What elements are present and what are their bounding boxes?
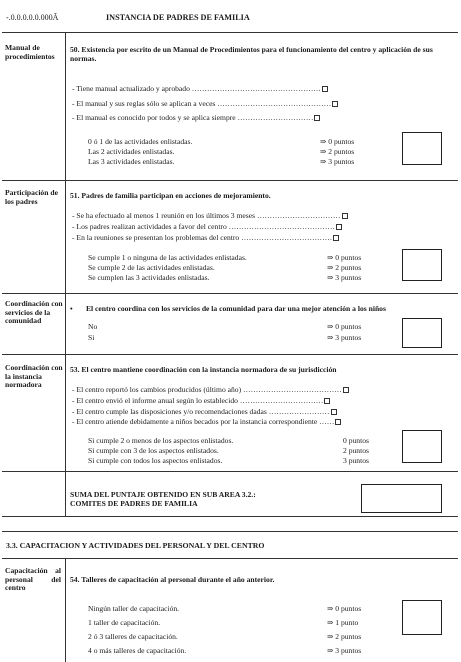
- checkbox[interactable]: [342, 213, 348, 219]
- divider: [2, 354, 458, 355]
- checkbox[interactable]: [332, 101, 338, 107]
- list-item: - El manual es conocido por todos y se aplica siempre …………………………: [72, 113, 320, 122]
- list-item: - El centro envió el informe anual según lo establecido ……………………………: [72, 396, 330, 405]
- divider: [2, 32, 458, 33]
- question-52: • El centro coordina con los servicios de la comunidad para dar una mejor atención a los niños: [70, 304, 386, 313]
- checkbox[interactable]: [336, 224, 342, 230]
- score-text: Las 2 actividades enlistadas.: [88, 147, 175, 156]
- divider: [65, 180, 66, 293]
- list-item: - Se ha efectuado al menos 1 reunión en los últimos 3 meses ……………………………: [72, 211, 348, 220]
- score-points: ⇒ 2 puntos: [320, 147, 355, 156]
- checkbox[interactable]: [331, 409, 337, 415]
- section-title-3-3: 3.3. CAPACITACION Y ACTIVIDADES DEL PERSONAL Y DEL CENTRO: [6, 541, 265, 550]
- score-points: 0 puntos: [343, 436, 369, 445]
- divider: [2, 531, 458, 532]
- divider: [65, 354, 66, 471]
- section-label-participacion: Participación de los padres: [5, 188, 58, 206]
- sum-label: [70, 490, 256, 509]
- score-text: Se cumple 1 o ninguna de las actividades enlistadas.: [88, 253, 247, 262]
- divider: [65, 558, 66, 662]
- list-item: - El centro cumple las disposiciones y/o recomendaciones dadas ……………………: [72, 407, 337, 416]
- sum-line-1: SUMA DEL PUNTAJE OBTENIDO EN SUB AREA 3.2.:: [70, 490, 256, 499]
- score-points: ⇒ 0 puntos: [327, 322, 362, 331]
- score-text: 4 o más talleres de capacitación.: [88, 646, 187, 655]
- list-item: - Los padres realizan actividades a favor del centro ……………………………………: [72, 222, 342, 231]
- sum-line-2: COMITES DE PADRES DE FAMILIA: [70, 499, 198, 509]
- divider: [2, 293, 458, 294]
- divider: [65, 293, 66, 354]
- score-text: 2 ó 3 talleres de capacitación.: [88, 632, 178, 641]
- sum-total-box[interactable]: [361, 484, 442, 513]
- list-item: - El centro reportó los cambios producidos (último año) …………………………………: [72, 385, 349, 394]
- score-box[interactable]: [402, 600, 442, 635]
- score-points: ⇒ 3 puntos: [327, 646, 362, 655]
- score-text: Se cumple 2 de las actividades enlistadas.: [88, 263, 215, 272]
- score-points: 2 puntos: [343, 446, 369, 455]
- page-title: INSTANCIA DE PADRES DE FAMILIA: [106, 13, 250, 22]
- score-points: ⇒ 1 punto: [327, 618, 359, 627]
- score-box[interactable]: [402, 132, 442, 165]
- form-code: -.0.0.0.0.0.000Ã: [6, 13, 59, 22]
- checkbox[interactable]: [335, 419, 341, 425]
- section-label-coordinacion-normadora: Coordinación con la instancia normadora: [5, 363, 63, 390]
- list-item: - El manual y sus reglas sólo se aplican a veces ………………………………………: [72, 99, 338, 108]
- question-50: 50. Existencia por escrito de un Manual de Procedimientos para el funcionamiento del centro y aplicación de sus normas.: [70, 45, 433, 64]
- score-text: Se cumplen las 3 actividades enlistadas.: [88, 273, 210, 282]
- list-item: - Tiene manual actualizado y aprobado ……………………………………………: [72, 84, 328, 93]
- divider: [2, 180, 458, 181]
- score-text: Ningún taller de capacitación.: [88, 604, 180, 613]
- score-points: ⇒ 2 puntos: [327, 632, 362, 641]
- question-53: 53. El centro mantiene coordinación con la instancia normadora de su jurisdicción: [70, 365, 337, 374]
- checkbox[interactable]: [314, 115, 320, 121]
- question-54: 54. Talleres de capacitación al personal durante el año anterior.: [70, 575, 275, 584]
- score-points: ⇒ 0 puntos: [320, 137, 355, 146]
- score-text: Si cumple con 3 de los aspectos enlistados.: [88, 446, 219, 455]
- score-text: 0 ó 1 de las actividades enlistadas.: [88, 137, 193, 146]
- divider: [2, 471, 458, 472]
- checkbox[interactable]: [324, 398, 330, 404]
- score-points: ⇒ 3 puntos: [327, 333, 362, 342]
- divider: [65, 471, 66, 516]
- score-text: Si cumple con todos los aspectos enlistados.: [88, 456, 223, 465]
- divider: [65, 32, 66, 180]
- score-box[interactable]: [402, 430, 442, 463]
- score-box[interactable]: [402, 249, 442, 281]
- section-label-capacitacion: Capacitación al personal del centro: [5, 566, 61, 593]
- section-label-manual: Manual de procedimientos: [5, 43, 55, 61]
- list-item: - El centro atiende debidamente a niños becados por la instancia correspondiente ……: [72, 417, 341, 426]
- score-text: 1 taller de capacitación.: [88, 618, 161, 627]
- list-item: - En la reuniones se presentan los problemas del centro ………………………………: [72, 233, 339, 242]
- score-points: 3 puntos: [343, 456, 369, 465]
- checkbox[interactable]: [322, 86, 328, 92]
- question-51: 51. Padres de familia participan en acciones de mejoramiento.: [70, 191, 271, 200]
- score-text: Las 3 actividades enlistadas.: [88, 157, 175, 166]
- score-points: ⇒ 3 puntos: [327, 273, 362, 282]
- score-text: Si cumple 2 o menos de los aspectos enlistados.: [88, 436, 234, 445]
- score-points: ⇒ 0 puntos: [327, 604, 362, 613]
- divider: [2, 516, 458, 517]
- score-points: ⇒ 2 puntos: [327, 263, 362, 272]
- section-label-coordinacion-comunidad: Coordinación con servicios de la comunidad: [5, 299, 63, 326]
- score-text: Si: [88, 333, 95, 342]
- score-points: ⇒ 0 puntos: [327, 253, 362, 262]
- score-points: ⇒ 3 puntos: [320, 157, 355, 166]
- checkbox[interactable]: [343, 387, 349, 393]
- score-text: No: [88, 322, 98, 331]
- score-box[interactable]: [402, 318, 442, 348]
- checkbox[interactable]: [333, 235, 339, 241]
- divider: [2, 558, 458, 559]
